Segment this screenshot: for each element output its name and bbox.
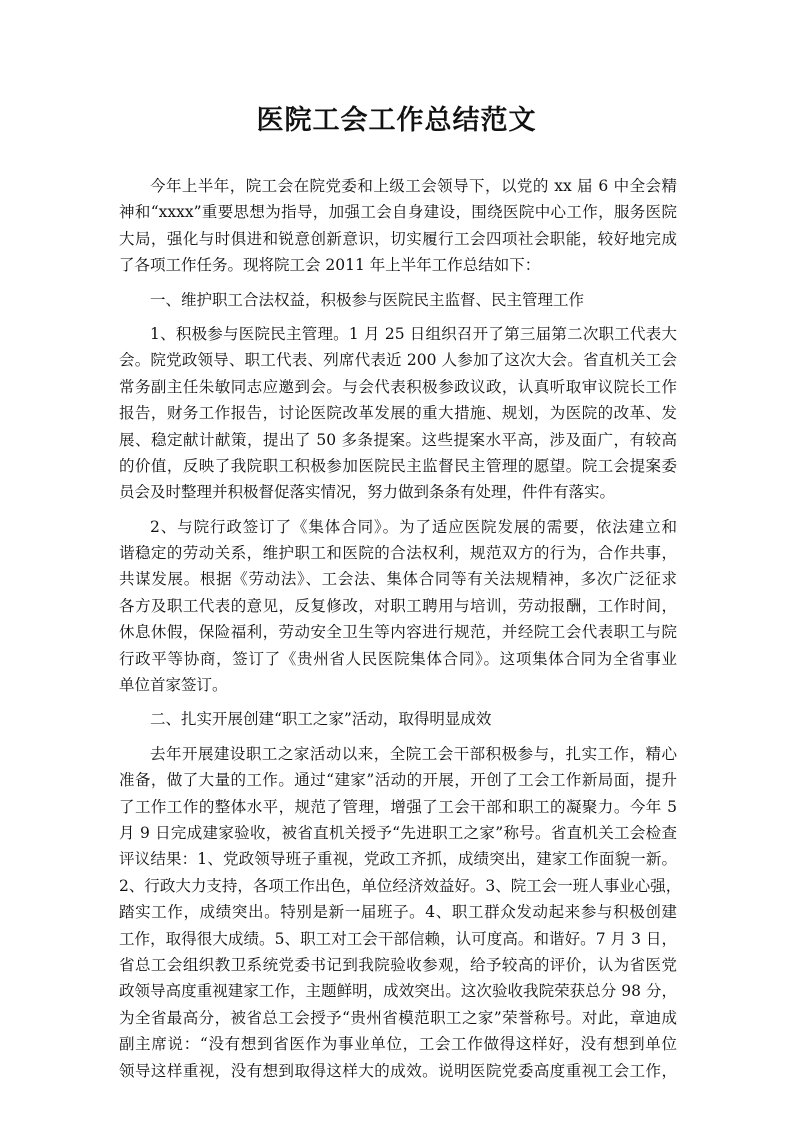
paragraph [119,173,677,279]
text-line: 准备，做了大量的工作。通过“建家”活动的开展，开创了工会工作新局面，提升 [119,771,677,790]
text-line: 省总工会组织教卫系统党委书记到我院验收参观，给予较高的评价，认为省医党 [119,955,677,974]
text-line: 常务副主任朱敏同志应邀到会。与会代表积极参政议政，认真听取审议院长工作 [119,377,677,396]
text-line: 一、维护职工合法权益，积极参与医院民主监督、民主管理工作 [150,290,585,309]
paragraph [119,321,677,506]
text-line: 会。院党政领导、职工代表、列席代表近 200 人参加了这次大会。省直机关工会 [119,351,677,370]
paragraph [119,741,682,1084]
text-line: 二、扎实开展创建“职工之家”活动，取得明显成效 [150,710,492,729]
text-line: 谐稳定的劳动关系，维护职工和医院的合法权利，规范双方的行为，合作共事， [119,544,677,563]
text-line: 员会及时整理并积极督促落实情况，努力做到条条有处理，件件有落实。 [119,483,616,502]
text-line: 去年开展建设职工之家活动以来，全院工会干部积极参与，扎实工作，精心 [150,744,677,763]
document-body [119,173,682,1092]
document-title: 医院工会工作总结范文 [256,105,537,136]
text-line: 展、稳定献计献策，提出了 50 多条提案。这些提案水平高，涉及面广，有较高 [119,430,677,449]
text-line: 共谋发展。根据《劳动法》、工会法、集体合同等有关法规精神，多次广泛征求 [119,570,677,589]
text-line: 的价值，反映了我院职工积极参加医院民主监督民主管理的愿望。院工会提案委 [119,456,677,475]
text-line: 单位首家签订。 [119,676,228,695]
section-heading [119,287,677,313]
text-line: 评议结果：1、党政领导班子重视，党政工齐抓，成绩突出，建家工作面貌一新。 [119,850,677,869]
text-line: 行政平等协商，签订了《贵州省人民医院集体合同》。这项集体合同为全省事业 [119,649,677,668]
text-line: 为全省最高分，被省总工会授予“贵州省模范职工之家”荣誉称号。对此，章迪成 [119,1008,677,1027]
text-line: 1、积极参与医院民主管理。1 月 25 日组织召开了第三届第二次职工代表大 [150,324,677,343]
text-line: 休息休假，保险福利，劳动安全卫生等内容进行规范，并经院工会代表职工与院 [119,623,677,642]
text-line: 副主席说：“没有想到省医作为事业单位，工会工作做得这样好，没有想到单位 [119,1035,677,1054]
text-line: 工作，取得很大成绩。5、职工对工会干部信赖，认可度高。和谐好。7 月 3 日， [119,929,677,948]
text-line: 各方及职工代表的意见，反复修改，对职工聘用与培训，劳动报酬，工作时间， [119,596,677,615]
text-line: 月 9 日完成建家验收，被省直机关授予“先进职工之家”称号。省直机关工会检查 [119,823,677,842]
text-line: 2、与院行政签订了《集体合同》。为了适应医院发展的需要，依法建立和 [150,517,677,536]
text-line: 了各项工作任务。现将院工会 2011 年上半年工作总结如下： [119,256,541,275]
text-line: 今年上半年，院工会在院党委和上级工会领导下，以党的 xx 届 6 中全会精 [150,177,677,195]
paragraph [119,514,677,699]
text-line: 领导这样重视，没有想到取得这样大的成效。说明医院党委高度重视工会工作， [119,1061,677,1080]
text-line: 踏实工作，成绩突出。特别是新一届班子。4、职工群众发动起来参与积极创建 [119,903,677,922]
text-line: 大局，强化与时俱进和锐意创新意识，切实履行工会四项社会职能，较好地完成 [119,229,677,248]
text-line: 报告，财务工作报告，讨论医院改革发展的重大措施、规划，为医院的改革、发 [119,404,677,423]
text-line: 政领导高度重视建家工作，主题鲜明，成效突出。这次验收我院荣获总分 98 分， [119,982,677,1001]
text-line: 神和“xxxx”重要思想为指导，加强工会自身建设，围绕医院中心工作，服务医院 [119,203,677,222]
text-line: 2、行政大力支持，各项工作出色，单位经济效益好。3、院工会一班人事业心强， [119,876,682,895]
text-line: 了工作工作的整体水平，规范了管理，增强了工会干部和职工的凝聚力。今年 5 [119,797,677,816]
section-heading [119,706,677,732]
